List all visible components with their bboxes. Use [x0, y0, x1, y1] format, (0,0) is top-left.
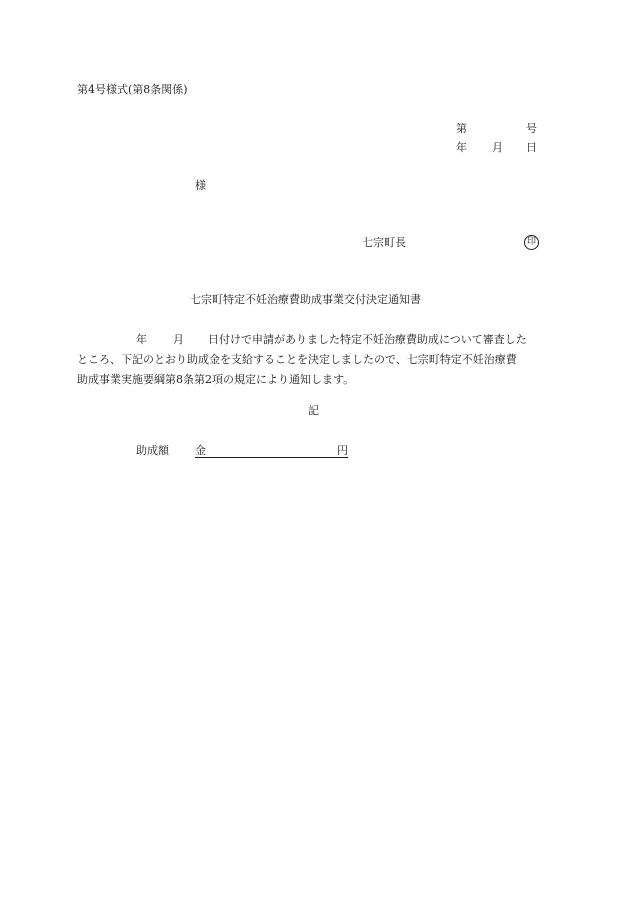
document-title: 七宗町特定不妊治療費助成事業交付決定通知書 — [190, 293, 421, 306]
amount-prefix: 金 — [195, 444, 206, 457]
body-month-label: 月 — [173, 333, 184, 346]
seal-icon: 印 — [524, 235, 539, 250]
body-line-1 — [77, 330, 552, 350]
document-number — [456, 123, 540, 137]
date-month-label: 月 — [492, 141, 503, 154]
date-year-label: 年 — [456, 141, 467, 154]
body-year-label: 年 — [136, 333, 147, 346]
body-line-3: 助成事業実施要綱第8条第2項の規定により通知します。 — [77, 373, 355, 386]
date-day-label: 日 — [526, 141, 537, 154]
document-number-prefix: 第 — [456, 122, 467, 135]
body-line-2: ところ、下記のとおり助成金を支給することを決定しましたので、七宗町特定不妊治療費 — [77, 353, 517, 366]
addressee-honorific: 様 — [195, 179, 206, 192]
document-number-suffix: 号 — [526, 122, 537, 135]
amount-label: 助成額 — [136, 444, 169, 457]
amount-underline — [195, 457, 348, 458]
issue-date — [456, 142, 540, 156]
ki-heading: 記 — [308, 404, 319, 417]
amount-suffix: 円 — [337, 444, 348, 457]
issuer-title: 七宗町長 — [362, 236, 406, 249]
form-number: 第4号様式(第8条関係) — [77, 83, 188, 96]
body-line-1-text: 日付けで申請がありました特定不妊治療費助成について審査した — [208, 333, 527, 346]
notice-body — [77, 330, 552, 390]
